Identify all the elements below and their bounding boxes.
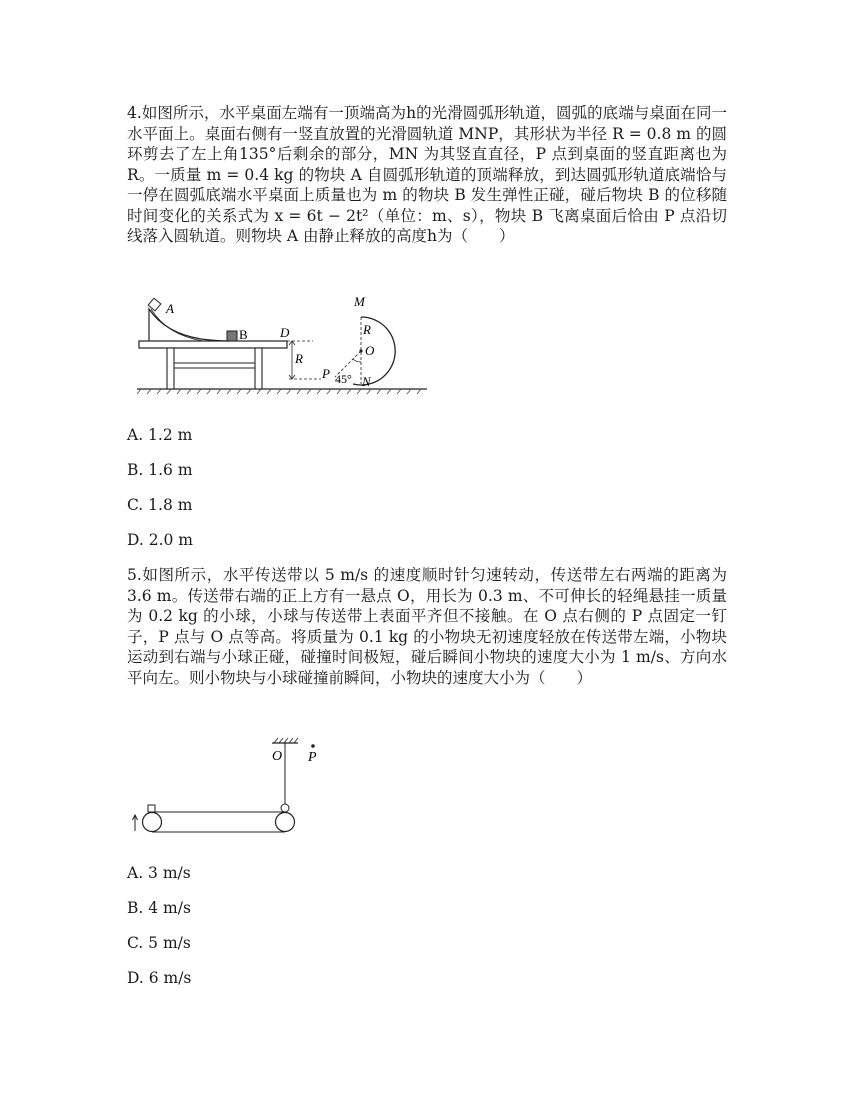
label-M: M	[354, 294, 365, 309]
question-5-text: 5.如图所示，水平传送带以 5 m/s 的速度顺时针匀速转动，传送带左右两端的距离为 3.6 m。传送带右端的正上方有一悬点 O，用长为 0.3 m、不可伸长的轻绳悬挂一质量为 0.2 kg 的小球，小球与传送带上表面平齐但不接触。在 O 点右侧的 P 点固定一钉子，P 点与 O 点等高。将质量为 0.1 kg 的小物块无初速度轻放在传送带左端，小物块运动到右端与小球正碰，碰撞时间极短，碰后瞬间小物块的速度大小为 1 m/s、方向水平向左。则小物块与小球碰撞前瞬间，小物块的速度大小为（ ）	[127, 566, 727, 687]
label-R-height: R	[295, 351, 303, 366]
q5-option-b[interactable]: B. 4 m/s	[127, 899, 191, 917]
label-O: O	[365, 343, 375, 358]
q5-option-d[interactable]: D. 6 m/s	[127, 969, 192, 987]
q4-option-c[interactable]: C. 1.8 m	[127, 496, 193, 514]
label-B: B	[239, 327, 248, 342]
question-5-figure	[128, 735, 338, 840]
q4-option-d[interactable]: D. 2.0 m	[127, 531, 194, 549]
q5-option-a[interactable]: A. 3 m/s	[127, 864, 191, 882]
question-4-figure	[137, 293, 437, 405]
label-A: A	[166, 301, 174, 316]
q5-option-c[interactable]: C. 5 m/s	[127, 934, 191, 952]
label-P: P	[322, 366, 330, 381]
question-4-text: 4.如图所示，水平桌面左端有一顶端高为h的光滑圆弧形轨道，圆弧的底端与桌面在同一水平面上。桌面右侧有一竖直放置的光滑圆轨道 MNP，其形状为半径 R = 0.8 m 的圆环剪去了左上角135°后剩余的部分，MN 为其竖直直径，P 点到桌面的竖直距离也为 R。一质量 m = 0.4 kg 的物块 A 自圆弧形轨道的顶端释放，到达圆弧形轨道底端恰与一停在圆弧底端水平桌面上质量也为 m 的物块 B 发生弹性正碰，碰后物块 B 的位移随时间变化的关系式为 x = 6t − 2t²（单位：m、s），物块 B 飞离桌面后恰由 P 点沿切线落入圆轨道。则物块 A 由静止释放的高度h为（ ）	[127, 104, 727, 245]
label-R-radius: R	[363, 322, 371, 337]
label-P-nail: P	[308, 750, 317, 765]
question-4	[127, 103, 727, 247]
label-angle: 45°	[335, 372, 352, 386]
q4-option-b[interactable]: B. 1.6 m	[127, 461, 193, 479]
q4-option-a[interactable]: A. 1.2 m	[127, 426, 193, 444]
question-5	[127, 565, 727, 688]
label-O-pivot: O	[272, 749, 283, 764]
label-D: D	[280, 325, 290, 340]
label-N: N	[362, 374, 371, 389]
